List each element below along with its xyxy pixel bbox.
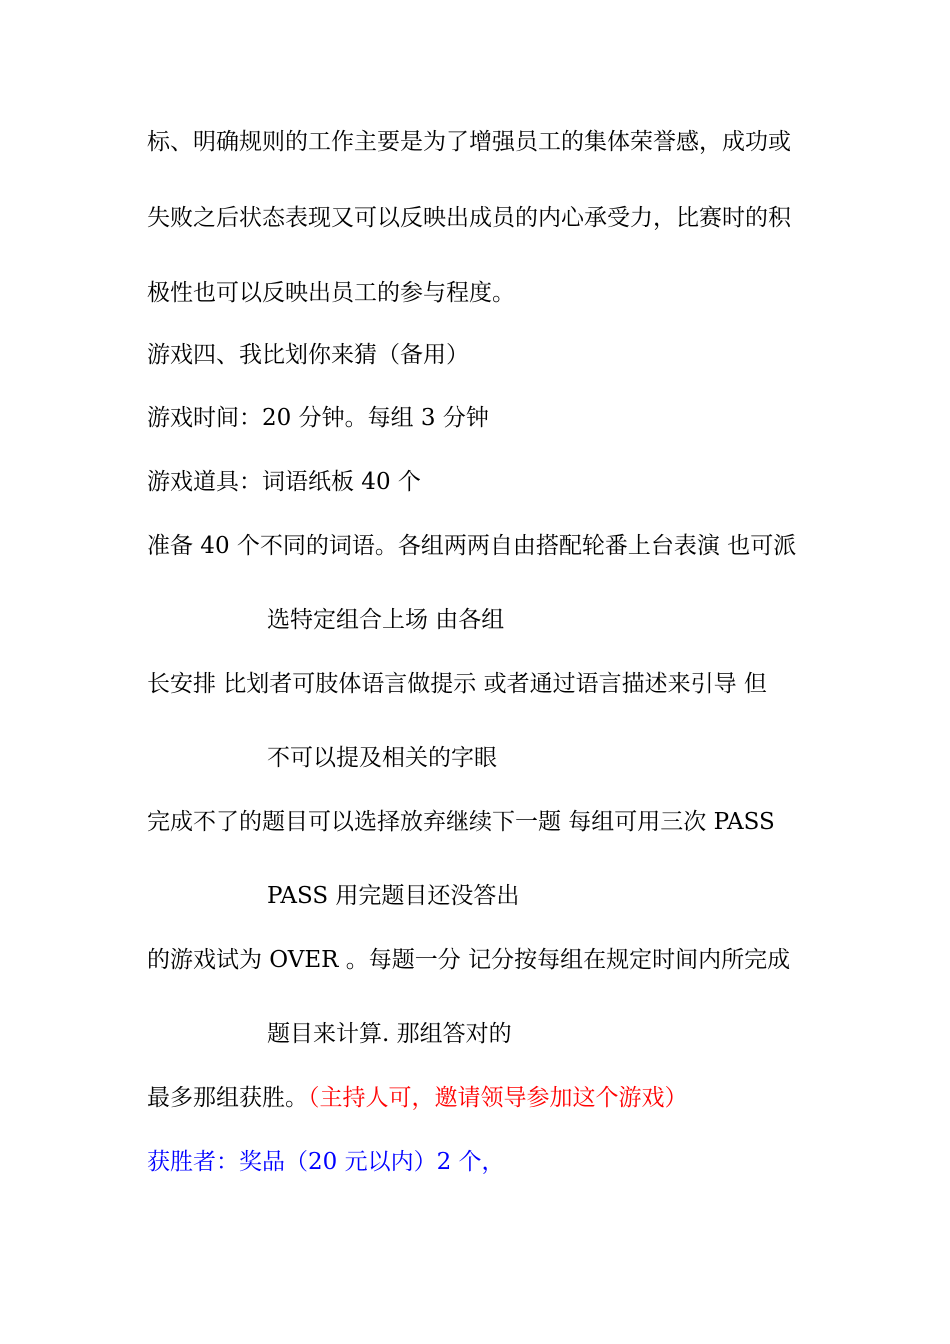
paragraph-line-2: 失败之后状态表现又可以反映出成员的内心承受力，比赛时的积	[147, 205, 791, 231]
rules-line-6: PASS 用完题目还没答出	[267, 883, 520, 909]
game-props: 游戏道具：词语纸板 40 个	[147, 469, 421, 495]
winner-rule-text: 最多那组获胜。	[147, 1085, 308, 1111]
paragraph-line-3: 极性也可以反映出员工的参与程度。	[147, 280, 515, 306]
game-time: 游戏时间：20 分钟。每组 3 分钟	[147, 405, 489, 431]
rules-line-2: 选特定组合上场 由各组	[267, 607, 505, 633]
rules-line-4: 不可以提及相关的字眼	[267, 745, 497, 771]
paragraph-line-1: 标、明确规则的工作主要是为了增强员工的集体荣誉感，成功或	[147, 129, 791, 155]
rules-line-1: 准备 40 个不同的词语。各组两两自由搭配轮番上台表演 也可派	[147, 533, 797, 559]
rules-line-8: 题目来计算. 那组答对的	[267, 1021, 512, 1047]
game-four-heading: 游戏四、我比划你来猜（备用）	[147, 342, 469, 368]
rules-line-3: 长安排 比划者可肢体语言做提示 或者通过语言描述来引导 但	[147, 671, 767, 697]
host-note: （主持人可，邀请领导参加这个游戏）	[308, 1085, 688, 1111]
rules-line-7: 的游戏试为 OVER 。每题一分 记分按每组在规定时间内所完成	[147, 947, 791, 973]
winner-prize-line: 获胜者：奖品（20 元以内）2 个，	[147, 1149, 505, 1175]
winner-rule-line	[147, 1083, 688, 1113]
rules-line-5: 完成不了的题目可以选择放弃继续下一题 每组可用三次 PASS	[147, 809, 775, 835]
